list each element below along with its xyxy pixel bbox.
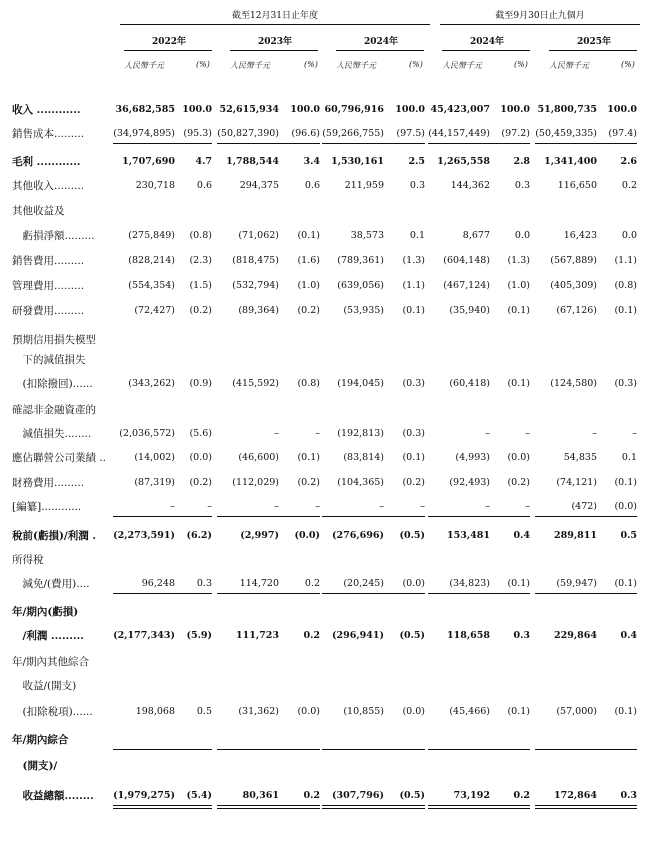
amount-cell: 118,658 [447, 630, 490, 641]
percent-cell: (0.1) [614, 706, 637, 717]
row-label: (開支)/ [12, 760, 58, 772]
percent-cell: – [632, 428, 637, 439]
table-row [0, 473, 659, 493]
table-row [0, 786, 659, 806]
percent-cell: (0.8) [614, 280, 637, 291]
subtotal-rule [535, 143, 637, 144]
percent-cell: 0.2 [513, 790, 530, 801]
table-row [0, 756, 659, 776]
amount-cell: (405,309) [550, 280, 597, 291]
percent-cell: 0.2 [303, 790, 320, 801]
amount-cell: – [592, 428, 597, 439]
unit-amount-label: 人民幣千元 [336, 61, 376, 70]
percent-cell: 0.3 [409, 180, 425, 191]
row-label: 財務費用......... [12, 477, 85, 489]
table-row [0, 424, 659, 444]
subtotal-rule [217, 143, 320, 144]
row-label: 減免/(費用).... [12, 578, 90, 590]
percent-cell: (0.0) [402, 578, 425, 589]
amount-cell: (112,029) [232, 477, 279, 488]
row-label: 稅前(虧損)/利潤 . [12, 530, 97, 542]
unit-amount-label: 人民幣千元 [230, 61, 270, 70]
percent-cell: (0.0) [614, 501, 637, 512]
row-label: 減值損失........ [12, 428, 92, 440]
amount-cell: 38,573 [350, 230, 384, 241]
amount-cell: 51,800,735 [537, 104, 597, 115]
amount-cell: 54,835 [563, 452, 597, 463]
total-double-rule [322, 805, 425, 809]
percent-cell: (0.2) [297, 305, 320, 316]
percent-cell: (1.6) [297, 255, 320, 266]
year-rule [549, 50, 637, 51]
group-header-nine-months: 截至9月30日止九個月 [495, 11, 585, 21]
amount-cell: 36,682,585 [115, 104, 175, 115]
percent-cell: 100.0 [607, 104, 637, 115]
unit-amount-label: 人民幣千元 [549, 61, 589, 70]
amount-cell: 16,423 [563, 230, 597, 241]
percent-cell: (0.5) [399, 630, 425, 641]
percent-cell: 0.4 [513, 530, 530, 541]
subtotal-rule [217, 749, 320, 750]
percent-cell: 0.3 [514, 180, 530, 191]
table-row [0, 201, 659, 221]
amount-cell: (472) [571, 501, 597, 512]
amount-cell: (71,062) [238, 230, 279, 241]
percent-cell: (0.3) [402, 378, 425, 389]
amount-cell: (50,827,390) [217, 128, 279, 139]
row-label: 收益總額........ [12, 790, 94, 802]
amount-cell: 96,248 [141, 578, 175, 589]
percent-cell: – [315, 501, 320, 512]
amount-cell: (31,362) [238, 706, 279, 717]
amount-cell: (1,979,275) [113, 790, 175, 801]
percent-cell: (5.9) [186, 630, 212, 641]
amount-cell: (34,974,895) [113, 128, 175, 139]
percent-cell: (96.6) [291, 128, 320, 139]
percent-cell: (1.0) [507, 280, 530, 291]
percent-cell: 0.6 [196, 180, 212, 191]
amount-cell: 198,068 [135, 706, 175, 717]
subtotal-rule [428, 593, 530, 594]
percent-cell: (0.1) [507, 378, 530, 389]
unit-percent-label: (%) [304, 60, 318, 69]
percent-cell: (0.0) [402, 706, 425, 717]
percent-cell: (0.1) [507, 578, 530, 589]
amount-cell: (639,056) [337, 280, 384, 291]
subtotal-rule [217, 593, 320, 594]
amount-cell: (296,941) [332, 630, 384, 641]
amount-cell: – [274, 428, 279, 439]
percent-cell: (0.2) [507, 477, 530, 488]
amount-cell: (44,157,449) [428, 128, 490, 139]
percent-cell: (95.3) [183, 128, 212, 139]
row-label: 虧損淨額......... [12, 230, 95, 242]
percent-cell: – [525, 501, 530, 512]
amount-cell: (275,849) [128, 230, 175, 241]
amount-cell: (57,000) [556, 706, 597, 717]
row-label: 研發費用......... [12, 305, 85, 317]
row-label: 毛利 ............ [12, 156, 81, 168]
amount-cell: (46,600) [238, 452, 279, 463]
table-row [0, 730, 659, 750]
percent-cell: (0.1) [614, 578, 637, 589]
table-row [0, 626, 659, 646]
unit-percent-label: (%) [409, 60, 423, 69]
row-label: 下的減值損失 [12, 354, 86, 366]
amount-cell: 111,723 [236, 630, 279, 641]
percent-cell: (5.6) [189, 428, 212, 439]
year-header: 2024年 [470, 37, 505, 47]
amount-cell: (89,364) [238, 305, 279, 316]
amount-cell: (53,935) [343, 305, 384, 316]
amount-cell: 289,811 [554, 530, 597, 541]
amount-cell: – [485, 428, 490, 439]
amount-cell: (35,940) [449, 305, 490, 316]
year-header: 2024年 [364, 37, 399, 47]
amount-cell: – [274, 501, 279, 512]
amount-cell: (604,148) [443, 255, 490, 266]
unit-amount-label: 人民幣千元 [442, 61, 482, 70]
percent-cell: (1.1) [402, 280, 425, 291]
percent-cell: (2.3) [189, 255, 212, 266]
row-label: 管理費用......... [12, 280, 85, 292]
row-label: /利潤 ......... [12, 630, 84, 642]
percent-cell: (97.4) [608, 128, 637, 139]
subtotal-rule [113, 143, 212, 144]
amount-cell: 1,707,690 [122, 156, 175, 167]
amount-cell: (20,245) [343, 578, 384, 589]
amount-cell: (194,045) [337, 378, 384, 389]
percent-cell: (1.5) [189, 280, 212, 291]
year-header: 2023年 [258, 37, 293, 47]
table-row [0, 574, 659, 594]
row-label: (扣除稅項)...... [12, 706, 93, 718]
amount-cell: (2,177,343) [113, 630, 175, 641]
amount-cell: (828,214) [128, 255, 175, 266]
amount-cell: 1,788,544 [226, 156, 279, 167]
amount-cell: 60,796,916 [324, 104, 384, 115]
row-label: 應佔聯營公司業績 .. [12, 452, 107, 464]
percent-cell: 0.1 [409, 230, 425, 241]
percent-cell: (0.1) [402, 452, 425, 463]
subtotal-rule [322, 593, 425, 594]
subtotal-rule [428, 143, 530, 144]
percent-cell: 100.0 [290, 104, 320, 115]
percent-cell: (0.1) [402, 305, 425, 316]
row-label: 年/期內(虧損) [12, 606, 79, 618]
amount-cell: (2,273,591) [113, 530, 175, 541]
subtotal-rule [322, 749, 425, 750]
percent-cell: 0.0 [514, 230, 530, 241]
year-rule [124, 50, 212, 51]
amount-cell: 294,375 [239, 180, 279, 191]
percent-cell: (0.2) [297, 477, 320, 488]
subtotal-rule [113, 516, 212, 517]
table-row [0, 124, 659, 144]
percent-cell: (0.0) [507, 452, 530, 463]
row-label: 確認非金融資產的 [12, 404, 96, 416]
table-row [0, 702, 659, 722]
amount-cell: (415,592) [232, 378, 279, 389]
amount-cell: 80,361 [242, 790, 279, 801]
percent-cell: (97.2) [501, 128, 530, 139]
percent-cell: (0.3) [614, 378, 637, 389]
amount-cell: (192,813) [337, 428, 384, 439]
amount-cell: 153,481 [447, 530, 490, 541]
total-double-rule [535, 805, 637, 809]
percent-cell: 0.5 [620, 530, 637, 541]
amount-cell: (74,121) [556, 477, 597, 488]
amount-cell: (554,354) [128, 280, 175, 291]
amount-cell: (2,997) [240, 530, 279, 541]
amount-cell: (50,459,335) [535, 128, 597, 139]
table-row [0, 526, 659, 546]
percent-cell: (0.1) [614, 477, 637, 488]
year-rule [442, 50, 530, 51]
table-row [0, 448, 659, 468]
unit-percent-label: (%) [514, 60, 528, 69]
amount-cell: 45,423,007 [430, 104, 490, 115]
table-row [0, 330, 659, 350]
row-label: 預期信用損失模型 [12, 334, 96, 346]
percent-cell: (0.9) [189, 378, 212, 389]
percent-cell: 0.6 [304, 180, 320, 191]
amount-cell: (567,889) [550, 255, 597, 266]
subtotal-rule [113, 749, 212, 750]
percent-cell: (1.3) [507, 255, 530, 266]
amount-cell: (14,002) [134, 452, 175, 463]
unit-amount-label: 人民幣千元 [124, 61, 164, 70]
amount-cell: (818,475) [232, 255, 279, 266]
amount-cell: 229,864 [554, 630, 597, 641]
row-label: 其他收入......... [12, 180, 85, 192]
percent-cell: 4.7 [195, 156, 212, 167]
subtotal-rule [428, 516, 530, 517]
subtotal-rule [535, 516, 637, 517]
table-row [0, 226, 659, 246]
amount-cell: (124,580) [550, 378, 597, 389]
amount-cell: 52,615,934 [219, 104, 279, 115]
table-row [0, 176, 659, 196]
unit-percent-label: (%) [196, 60, 210, 69]
amount-cell: (92,493) [449, 477, 490, 488]
table-row [0, 152, 659, 172]
percent-cell: (0.1) [297, 230, 320, 241]
percent-cell: 0.3 [620, 790, 637, 801]
percent-cell: (1.0) [297, 280, 320, 291]
amount-cell: 114,720 [239, 578, 279, 589]
percent-cell: 0.3 [196, 578, 212, 589]
amount-cell: (72,427) [134, 305, 175, 316]
amount-cell: (104,365) [337, 477, 384, 488]
row-label: 年/期內綜合 [12, 734, 69, 746]
subtotal-rule [322, 516, 425, 517]
percent-cell: (0.1) [507, 305, 530, 316]
amount-cell: 211,959 [344, 180, 384, 191]
group-rule-fiscal-year [120, 24, 430, 25]
amount-cell: (10,855) [343, 706, 384, 717]
amount-cell: (83,814) [343, 452, 384, 463]
percent-cell: 100.0 [182, 104, 212, 115]
amount-cell: (2,036,572) [119, 428, 175, 439]
percent-cell: (1.1) [614, 255, 637, 266]
percent-cell: (0.1) [614, 305, 637, 316]
amount-cell: 144,362 [450, 180, 490, 191]
table-row [0, 602, 659, 622]
year-rule [230, 50, 318, 51]
subtotal-rule [535, 749, 637, 750]
percent-cell: – [207, 501, 212, 512]
amount-cell: 230,718 [135, 180, 175, 191]
percent-cell: (0.2) [189, 477, 212, 488]
table-row [0, 100, 659, 120]
total-double-rule [113, 805, 212, 809]
percent-cell: (0.8) [189, 230, 212, 241]
percent-cell: (0.1) [297, 452, 320, 463]
amount-cell: (67,126) [556, 305, 597, 316]
percent-cell: 2.5 [408, 156, 425, 167]
group-rule-nine-months [440, 24, 640, 25]
year-header: 2025年 [577, 37, 612, 47]
table-row [0, 497, 659, 517]
percent-cell: 2.8 [513, 156, 530, 167]
amount-cell: – [170, 501, 175, 512]
percent-cell: (6.2) [186, 530, 212, 541]
percent-cell: (0.2) [402, 477, 425, 488]
percent-cell: – [525, 428, 530, 439]
amount-cell: 116,650 [557, 180, 597, 191]
percent-cell: 0.2 [303, 630, 320, 641]
amount-cell: (532,794) [232, 280, 279, 291]
amount-cell: (87,319) [134, 477, 175, 488]
amount-cell: (45,466) [449, 706, 490, 717]
percent-cell: (0.2) [189, 305, 212, 316]
amount-cell: (59,947) [556, 578, 597, 589]
amount-cell: (789,361) [337, 255, 384, 266]
percent-cell: 0.1 [621, 452, 637, 463]
percent-cell: – [315, 428, 320, 439]
amount-cell: 73,192 [453, 790, 490, 801]
table-row [0, 676, 659, 696]
row-label: 收益/(開支) [12, 680, 77, 692]
row-label: (扣除撥回)...... [12, 378, 93, 390]
subtotal-rule [428, 749, 530, 750]
amount-cell: – [485, 501, 490, 512]
percent-cell: 0.4 [620, 630, 637, 641]
amount-cell: 172,864 [554, 790, 597, 801]
table-row [0, 276, 659, 296]
table-row [0, 400, 659, 420]
row-label: 年/期內其他綜合 [12, 656, 90, 668]
group-header-fiscal-year: 截至12月31日止年度 [232, 11, 318, 21]
row-label: 所得稅 [12, 554, 44, 566]
percent-cell: (0.3) [402, 428, 425, 439]
amount-cell: (4,993) [455, 452, 490, 463]
amount-cell: (60,418) [449, 378, 490, 389]
percent-cell: (97.5) [396, 128, 425, 139]
percent-cell: 0.5 [196, 706, 212, 717]
percent-cell: (5.4) [186, 790, 212, 801]
percent-cell: 3.4 [303, 156, 320, 167]
subtotal-rule [217, 516, 320, 517]
amount-cell: 1,530,161 [331, 156, 384, 167]
percent-cell: 0.0 [621, 230, 637, 241]
percent-cell: (0.5) [399, 530, 425, 541]
percent-cell: (0.8) [297, 378, 320, 389]
year-rule [336, 50, 424, 51]
percent-cell: 100.0 [395, 104, 425, 115]
amount-cell: (276,696) [332, 530, 384, 541]
percent-cell: 0.2 [621, 180, 637, 191]
percent-cell: 2.6 [620, 156, 637, 167]
subtotal-rule [322, 143, 425, 144]
row-label: 收入 ............ [12, 104, 81, 116]
total-double-rule [428, 805, 530, 809]
amount-cell: (34,823) [449, 578, 490, 589]
amount-cell: – [379, 501, 384, 512]
amount-cell: 1,341,400 [544, 156, 597, 167]
unit-percent-label: (%) [621, 60, 635, 69]
percent-cell: (0.1) [507, 706, 530, 717]
subtotal-rule [113, 593, 212, 594]
percent-cell: (0.5) [399, 790, 425, 801]
table-row [0, 251, 659, 271]
percent-cell: 0.3 [513, 630, 530, 641]
table-row [0, 550, 659, 570]
percent-cell: 0.2 [304, 578, 320, 589]
percent-cell: (0.0) [294, 530, 320, 541]
row-label: 銷售成本......... [12, 128, 85, 140]
percent-cell: (1.3) [402, 255, 425, 266]
row-label: 其他收益及 [12, 205, 65, 217]
table-row [0, 652, 659, 672]
amount-cell: (307,796) [332, 790, 384, 801]
percent-cell: – [420, 501, 425, 512]
percent-cell: 100.0 [500, 104, 530, 115]
subtotal-rule [535, 593, 637, 594]
table-row [0, 350, 659, 370]
amount-cell: 8,677 [462, 230, 490, 241]
percent-cell: (0.0) [297, 706, 320, 717]
row-label: [編纂]............ [12, 501, 82, 513]
total-double-rule [217, 805, 320, 809]
amount-cell: (343,262) [128, 378, 175, 389]
table-row [0, 374, 659, 394]
percent-cell: (0.0) [189, 452, 212, 463]
table-row [0, 301, 659, 321]
amount-cell: (467,124) [443, 280, 490, 291]
row-label: 銷售費用......... [12, 255, 85, 267]
amount-cell: (59,266,755) [322, 128, 384, 139]
amount-cell: 1,265,558 [437, 156, 490, 167]
year-header: 2022年 [152, 37, 187, 47]
